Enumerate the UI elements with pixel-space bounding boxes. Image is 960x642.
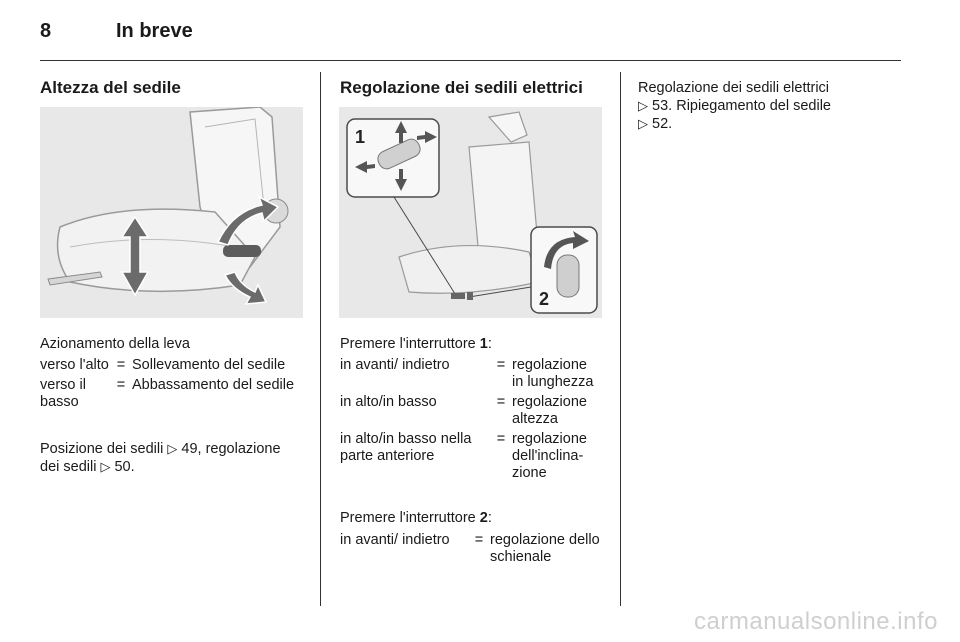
paragraph-text: . Ripiegamento del sedile [668, 98, 831, 114]
equals-cell: = [474, 532, 484, 548]
definition-cell: Sollevamento del sedile [132, 357, 286, 373]
page-number: 8 [40, 20, 52, 42]
equals-cell: = [116, 357, 126, 373]
term-cell: in avanti/ indietro [340, 357, 450, 373]
definition-cell: regolazione dell'inclinazione [512, 431, 587, 481]
instruction-text: Premere l'interruttore [340, 510, 480, 526]
header-divider [40, 60, 901, 61]
paragraph-text: , regolazione dei sedili [40, 441, 281, 475]
equals-cell: = [116, 377, 126, 393]
equals-cell: = [496, 357, 506, 373]
switch-number: 2 [479, 510, 488, 526]
definition-cell: regolazione in lunghezza [512, 357, 594, 390]
paragraph-text: Regolazione dei sedili elettrici [638, 80, 830, 96]
seat-position-paragraph [40, 440, 302, 476]
watermark: carmanualsonline.info [694, 608, 938, 635]
electric-seat-illustration [339, 107, 602, 318]
instruction-text: : [487, 336, 492, 352]
term-cell: in alto/in basso [340, 394, 437, 410]
term-cell: verso il basso [40, 377, 86, 410]
callout-1: 1 [355, 127, 366, 147]
switch-1-definition-table [340, 357, 602, 482]
diamond-arrow-icon: ▷ [638, 116, 648, 131]
diamond-arrow-icon: ▷ [100, 459, 111, 474]
lever-caption: Azionamento della leva [40, 336, 190, 352]
diamond-arrow-icon: ▷ [638, 98, 648, 113]
cross-reference-paragraph [638, 80, 888, 133]
switch-1-instruction [340, 336, 492, 353]
term-cell: verso l'alto [40, 357, 109, 373]
instruction-text: Premere l'interruttore [340, 336, 480, 352]
table-row [340, 428, 602, 482]
paragraph-text: Posizione dei sedili [40, 441, 164, 457]
equals-cell: = [496, 394, 506, 410]
instruction-text: : [487, 510, 492, 526]
switch-2-instruction [340, 510, 492, 527]
term-cell: in avanti/ indietro [340, 532, 450, 548]
table-row [340, 357, 602, 391]
column-divider-2 [620, 72, 621, 606]
definition-cell: Abbassamento del sedile [132, 377, 295, 393]
page-reference-link[interactable]: 53 [652, 98, 669, 114]
column-divider-1 [320, 72, 321, 606]
seat-height-illustration [40, 107, 303, 318]
lever-definition-table [40, 357, 304, 411]
table-row [40, 374, 304, 411]
page-reference-link[interactable]: 50. [114, 459, 135, 475]
section-title-seat-height: Altezza del sedile [40, 78, 181, 97]
table-row [340, 391, 602, 428]
page-reference-link[interactable]: 52. [652, 116, 673, 132]
equals-cell: = [496, 431, 506, 447]
callout-2: 2 [539, 289, 550, 309]
switch-number: 1 [479, 336, 488, 352]
table-row [340, 532, 602, 566]
table-row [40, 357, 304, 374]
definition-cell: regolazione altezza [512, 394, 587, 427]
switch-2-definition-table [340, 532, 602, 566]
page-reference-link[interactable]: 49 [181, 441, 198, 457]
definition-cell: regolazione dello schienale [490, 532, 600, 565]
diamond-arrow-icon: ▷ [167, 441, 178, 456]
page-header-title: In breve [116, 20, 193, 42]
term-cell: in alto/in basso nella parte anteriore [340, 431, 472, 464]
section-title-electric-seats: Regolazione dei sedili elettrici [340, 78, 583, 97]
